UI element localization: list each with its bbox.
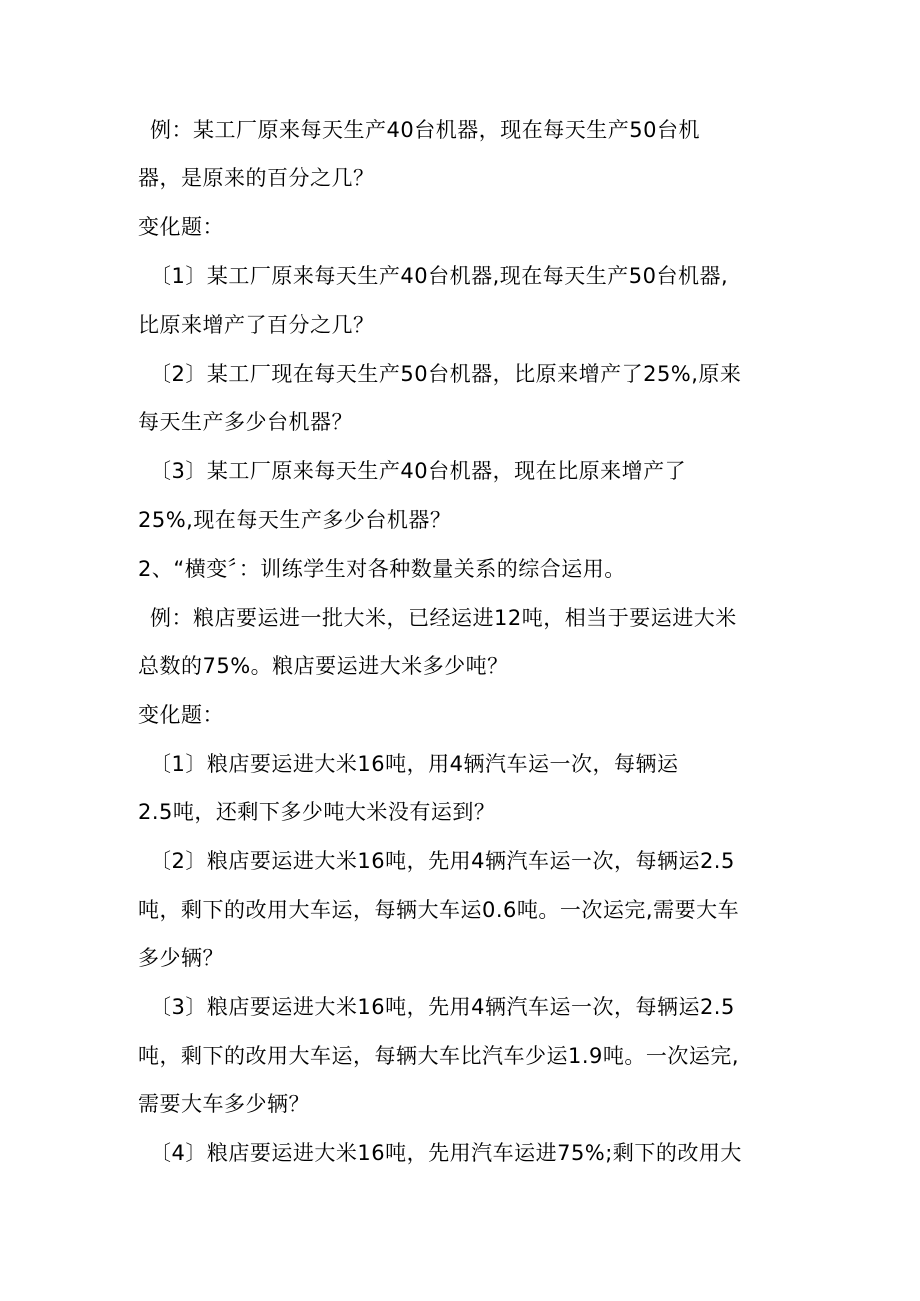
question-2-2-line-1: 〔2〕粮店要运进大米16吨，先用4辆汽车运一次，每辆运2.5 — [150, 849, 735, 873]
question-2-4-line-1: 〔4〕粮店要运进大米16吨，先用汽车运进75%;剩下的改用大 — [150, 1141, 742, 1165]
question-2-3-line-3: 需要大车多少辆？ — [138, 1092, 310, 1116]
example-2-line-2: 总数的75%。粮店要运进大米多少吨？ — [138, 654, 509, 678]
question-1-3-line-1: 〔3〕某工厂原来每天生产40台机器，现在比原来增产了 — [150, 459, 687, 483]
question-2-2-line-2: 吨，剩下的改用大车运，每辆大车运0.6吨。一次运完,需要大车 — [138, 898, 740, 922]
question-1-2-line-2: 每天生产多少台机器？ — [138, 410, 353, 434]
example-1-line-2: 器，是原来的百分之几？ — [138, 166, 375, 190]
question-2-1-line-2: 2.5吨，还剩下多少吨大米没有运到？ — [138, 800, 496, 824]
question-2-3-line-2: 吨，剩下的改用大车运，每辆大车比汽车少运1.9吨。一次运完, — [138, 1044, 740, 1068]
question-1-2-line-1: 〔2〕某工厂现在每天生产50台机器，比原来增产了25%,原来 — [150, 362, 742, 386]
section-2-heading: 2、“横变〞：训练学生对各种数量关系的综合运用。 — [138, 557, 626, 581]
question-1-1-line-2: 比原来增产了百分之几？ — [138, 313, 375, 337]
variation-heading-2: 变化题： — [138, 703, 224, 727]
question-2-3-line-1: 〔3〕粮店要运进大米16吨，先用4辆汽车运一次，每辆运2.5 — [150, 995, 735, 1019]
example-2-line-1: 例：粮店要运进一批大米，已经运进12吨，相当于要运进大米 — [150, 606, 737, 630]
question-2-1-line-1: 〔1〕粮店要运进大米16吨，用4辆汽车运一次，每辆运 — [150, 752, 679, 776]
variation-heading-1: 变化题： — [138, 215, 224, 239]
question-1-1-line-1: 〔1〕某工厂原来每天生产40台机器,现在每天生产50台机器, — [150, 264, 729, 288]
question-1-3-line-2: 25%,现在每天生产多少台机器？ — [138, 508, 452, 532]
example-1-line-1: 例：某工厂原来每天生产40台机器，现在每天生产50台机 — [150, 118, 700, 142]
question-2-2-line-3: 多少辆？ — [138, 946, 224, 970]
